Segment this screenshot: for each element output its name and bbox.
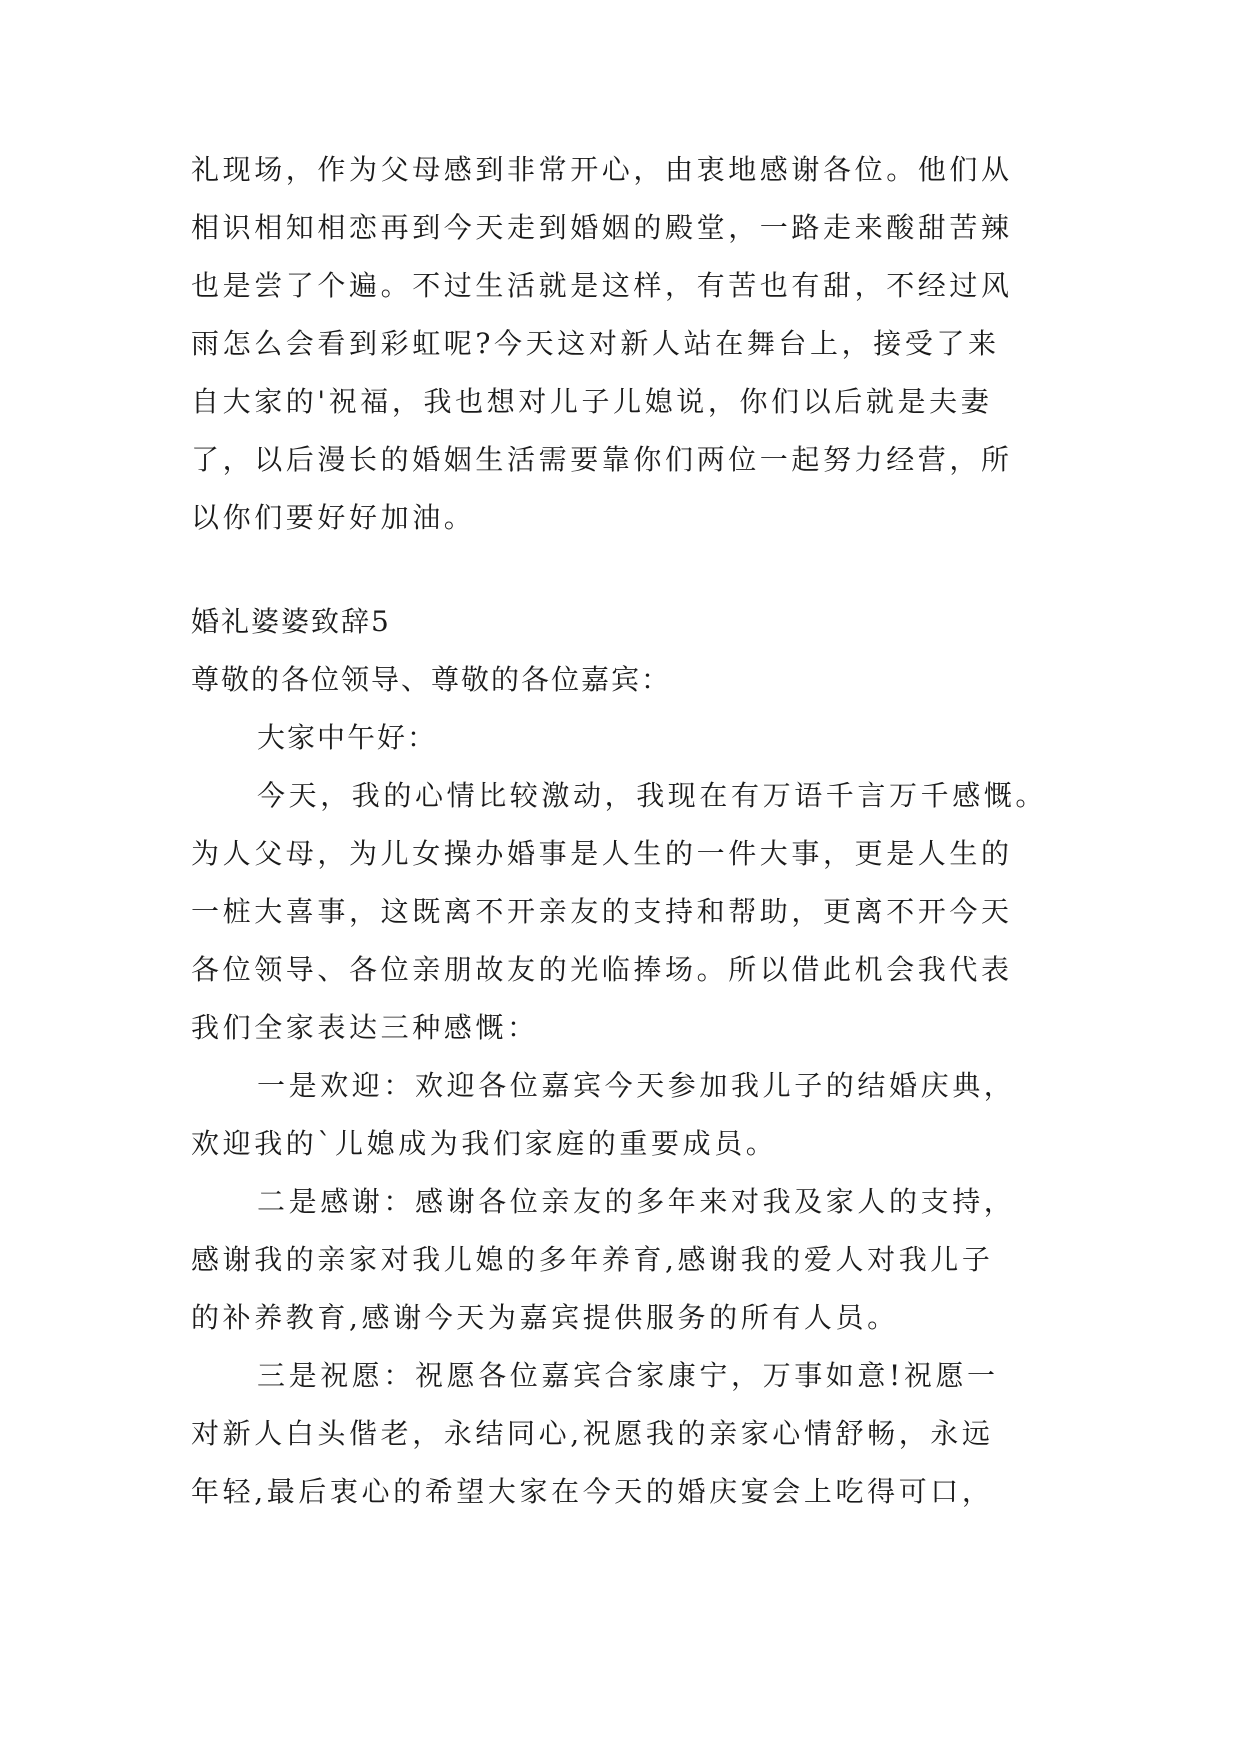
section-title: 婚礼婆婆致辞5 bbox=[191, 605, 391, 638]
text-line: 三是祝愿：祝愿各位嘉宾合家康宁，万事如意!祝愿一 bbox=[257, 1359, 999, 1392]
text-line: 礼现场，作为父母感到非常开心，由衷地感谢各位。他们从 bbox=[191, 153, 1013, 186]
text-line: 一是欢迎：欢迎各位嘉宾今天参加我儿子的结婚庆典， bbox=[257, 1069, 1016, 1102]
text-line: 了，以后漫长的婚姻生活需要靠你们两位一起努力经营，所 bbox=[191, 443, 1013, 476]
text-line: 为人父母，为儿女操办婚事是人生的一件大事，更是人生的 bbox=[191, 837, 1013, 870]
text-line: 我们全家表达三种感慨： bbox=[191, 1011, 539, 1044]
text-line: 各位领导、各位亲朋故友的光临捧场。所以借此机会我代表 bbox=[191, 953, 1013, 986]
text-line: 今天，我的心情比较激动，我现在有万语千言万千感慨。 bbox=[257, 779, 1048, 812]
salutation: 尊敬的各位领导、尊敬的各位嘉宾： bbox=[191, 663, 672, 696]
text-line: 一桩大喜事，这既离不开亲友的支持和帮助，更离不开今天 bbox=[191, 895, 1013, 928]
text-line: 感谢我的亲家对我儿媳的多年养育,感谢我的爱人对我儿子 bbox=[191, 1243, 994, 1276]
text-line: 对新人白头偕老，永结同心,祝愿我的亲家心情舒畅，永远 bbox=[191, 1417, 994, 1450]
text-line: 以你们要好好加油。 bbox=[191, 501, 476, 534]
text-line: 自大家的'祝福，我也想对儿子儿媳说，你们以后就是夫妻 bbox=[191, 385, 993, 418]
text-line: 也是尝了个遍。不过生活就是这样，有苦也有甜，不经过风 bbox=[191, 269, 1013, 302]
text-line: 的补养教育,感谢今天为嘉宾提供服务的所有人员。 bbox=[191, 1301, 899, 1334]
text-line: 二是感谢：感谢各位亲友的多年来对我及家人的支持， bbox=[257, 1185, 1016, 1218]
text-line: 雨怎么会看到彩虹呢?今天这对新人站在舞台上，接受了来 bbox=[191, 327, 1000, 360]
text-line: 相识相知相恋再到今天走到婚姻的殿堂，一路走来酸甜苦辣 bbox=[191, 211, 1013, 244]
greeting: 大家中午好： bbox=[257, 721, 438, 754]
text-line: 年轻,最后衷心的希望大家在今天的婚庆宴会上吃得可口， bbox=[191, 1475, 994, 1508]
text-line: 欢迎我的`儿媳成为我们家庭的重要成员。 bbox=[191, 1127, 778, 1160]
